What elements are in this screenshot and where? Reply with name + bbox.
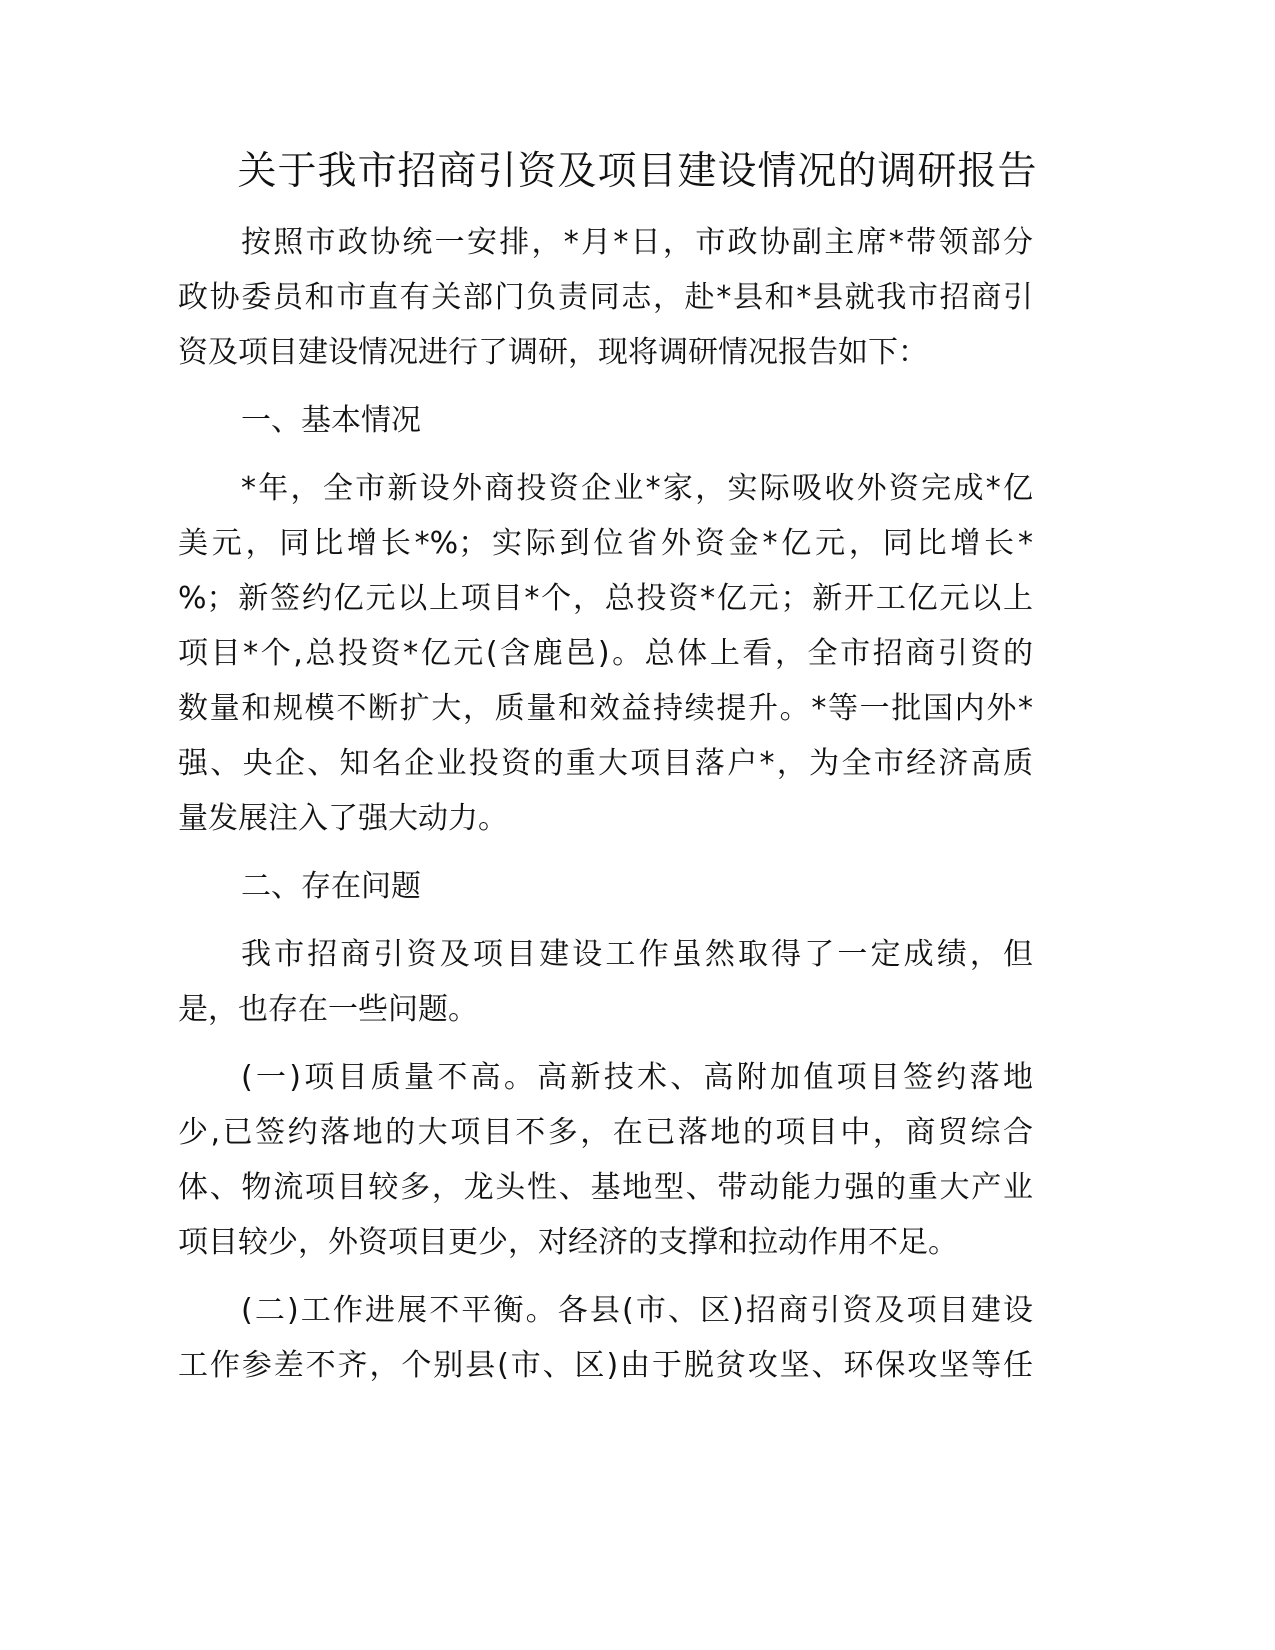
text-line: 我市招商引资及项目建设工作虽然取得了一定成绩，但 bbox=[241, 937, 1033, 972]
text-line: 政协委员和市直有关部门负责同志，赴*县和*县就我市招商引 bbox=[178, 280, 1033, 315]
text-line: 少,已签约落地的大项目不多，在已落地的项目中，商贸综合 bbox=[178, 1115, 1033, 1150]
section-heading bbox=[178, 393, 1033, 448]
document-body bbox=[178, 215, 1033, 1406]
text-line: 强、央企、知名企业投资的重大项目落户*，为全市经济高质 bbox=[178, 746, 1033, 781]
text-line: 量发展注入了强大动力。 bbox=[178, 801, 508, 836]
text-line: *年，全市新设外商投资企业*家，实际吸收外资完成*亿 bbox=[241, 471, 1033, 506]
text-line: 工作参差不齐，个别县(市、区)由于脱贫攻坚、环保攻坚等任 bbox=[178, 1348, 1033, 1383]
text-line: 美元，同比增长*%；实际到位省外资金*亿元，同比增长* bbox=[178, 526, 1033, 561]
text-line: 项目较少，外资项目更少，对经济的支撑和拉动作用不足。 bbox=[178, 1225, 958, 1260]
text-line: 数量和规模不断扩大，质量和效益持续提升。*等一批国内外* bbox=[178, 691, 1033, 726]
text-line: 体、物流项目较多，龙头性、基地型、带动能力强的重大产业 bbox=[178, 1170, 1033, 1205]
text-line: 一、基本情况 bbox=[241, 403, 421, 438]
text-line: (一)项目质量不高。高新技术、高附加值项目签约落地 bbox=[241, 1060, 1033, 1095]
paragraph bbox=[178, 1283, 1033, 1393]
paragraph bbox=[178, 461, 1033, 846]
text-line: %；新签约亿元以上项目*个，总投资*亿元；新开工亿元以上 bbox=[178, 581, 1033, 616]
paragraph bbox=[178, 215, 1033, 380]
text-line: 按照市政协统一安排，*月*日，市政协副主席*带领部分 bbox=[241, 225, 1033, 260]
text-line: 二、存在问题 bbox=[241, 869, 421, 904]
document-title: 关于我市招商引资及项目建设情况的调研报告 bbox=[237, 149, 1038, 194]
text-line: 资及项目建设情况进行了调研，现将调研情况报告如下： bbox=[178, 335, 928, 370]
text-line: 是，也存在一些问题。 bbox=[178, 992, 478, 1027]
paragraph bbox=[178, 1050, 1033, 1270]
section-heading bbox=[178, 859, 1033, 914]
paragraph bbox=[178, 927, 1033, 1037]
text-line: 项目*个,总投资*亿元(含鹿邑)。总体上看，全市招商引资的 bbox=[178, 636, 1033, 671]
text-line: (二)工作进展不平衡。各县(市、区)招商引资及项目建设 bbox=[241, 1293, 1033, 1328]
